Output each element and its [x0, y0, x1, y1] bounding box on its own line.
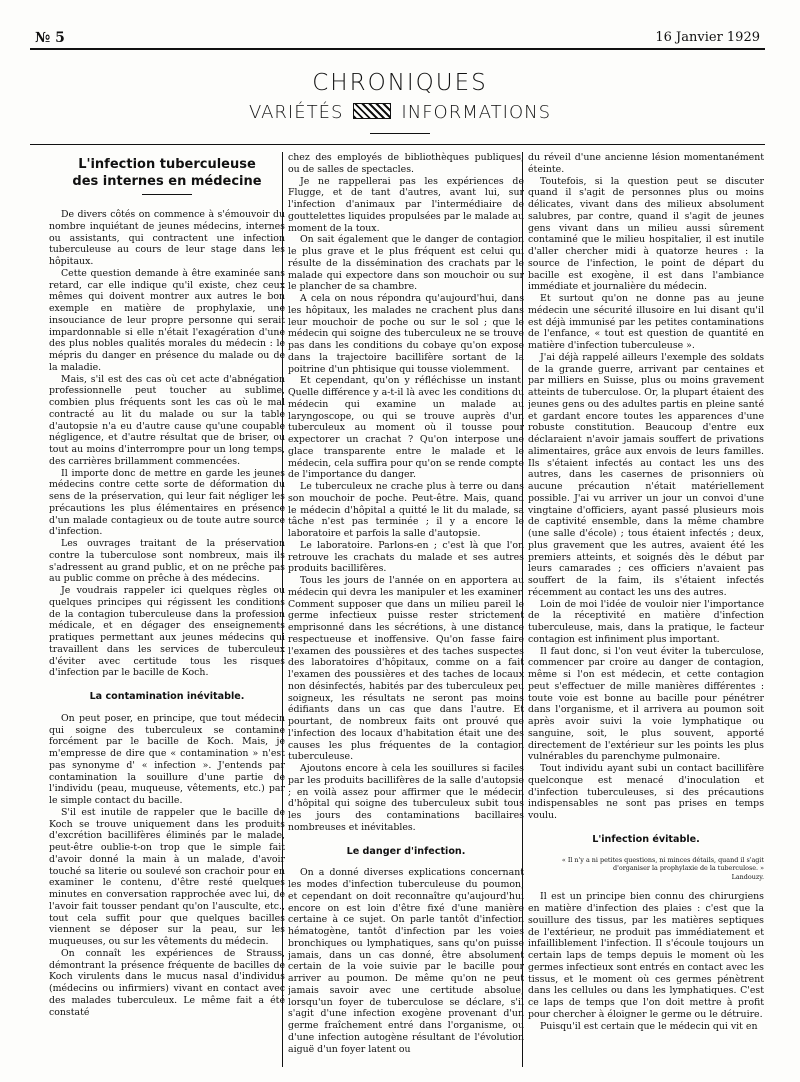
paragraph: A cela on nous répondra qu'aujourd'hui, dans les hôpitaux, les malades ne crachent plus dans leur mouchoir de poche ou sur le sol ; que le médecin qui soigne des tuberculeux ne se trouve pas dans les conditions du cobaye qu'on expose dans la trajectoire bacillifère sortant de la poitrine d'un phtisique qui tousse violemment. [288, 293, 524, 375]
subheading: Le danger d'infection. [346, 845, 466, 857]
article-title-line: des internes en médecine [72, 174, 262, 189]
column-2 [288, 152, 524, 1067]
paragraph: Et surtout qu'on ne donne pas au jeune médecin une sécurité illusoire en lui disant qu'il est déjà immunisé par les petites contaminations de l'enfance, « tout est question de quantité en matière d'infection tuberculeuse ». [528, 293, 764, 351]
paragraph: Il importe donc de mettre en garde les jeunes médecins contre cette sorte de déformation du sens de la préservation, qui leur fait négliger les précautions les plus élémentaires en présence d'un malade contagieux ou de toute autre source d'infection. [49, 467, 285, 538]
section-subtitle-left: VARIÉTÉS [248, 102, 344, 123]
paragraph: Le tuberculeux ne crache plus à terre ou dans son mouchoir de poche. Peut-être. Mais, quand le médecin d'hôpital a quitté le lit du malade, sa tâche n'est pas terminée ; il y a encore le laboratoire et parfois la salle d'autopsie. [288, 481, 524, 539]
paragraph: Cette question demande à être examinée sans retard, car elle indique qu'il existe, chez ceux mêmes qui doivent montrer aux autres le bon exemple en matière de prophylaxie, une insouciance de leur propre personne qui serait impardonnable si elle n'était l'exagération d'une des plus nobles qualités morales du médecin : le mépris du danger en présence du malade ou de la maladie. [49, 267, 285, 373]
paragraph: S'il est inutile de rappeler que le bacille de Koch se trouve uniquement dans les produits d'excrétion bacillifères éliminés par le malade, peut-être oublie-t-on trop que le simple fait d'avoir donné la main à un malade, d'avoir touché sa literie ou soulevé son crachoir pour en examiner le contenu, d'être resté quelques minutes en conversation rapprochée avec lui, de l'avoir fait tousser pendant qu'on l'ausculte, etc., tout cela suffit pour que quelques bacilles viennent se déposer sur la peau, sur les muqueuses, ou sur les vêtements du médecin. [49, 806, 285, 947]
paragraph: Tout individu ayant subi un contact bacillifère quelconque est menacé d'inoculation et d'infection tuberculeuses, si des précautions indispensables ne sont pas prises en temps voulu. [528, 763, 764, 821]
paragraph: Les ouvrages traitant de la préservation contre la tuberculose sont nombreux, mais ils s'adressent au grand public, et on ne prêche pas au public comme on prêche à des médecins. [49, 538, 285, 585]
paragraph: Le laboratoire. Parlons-en ; c'est là que l'on retrouve les crachats du malade et ses autres produits bacillifères. [288, 539, 524, 575]
section-title: CHRONIQUES [312, 70, 488, 96]
ornament-icon [353, 103, 391, 119]
paragraph: De divers côtés on commence à s'émouvoir du nombre inquiétant de jeunes médecins, internes ou assistants, qui contractent une infection tuberculeuse au cours de leur stage dans les hôpitaux. [49, 209, 285, 267]
top-rule [30, 48, 765, 50]
paragraph: du réveil d'une ancienne lésion momentanément éteinte. [528, 152, 764, 175]
title-divider [142, 194, 192, 195]
paragraph: chez des employés de bibliothèques publiques, ou de salles de spectacles. [288, 152, 524, 175]
paragraph: Il faut donc, si l'on veut éviter la tuberculose, commencer par croire au danger de contagion, même si l'on est médecin, et cette contagion peut s'effectuer de mille manières différentes : toute voie est bonne au bacille pour pénétrer dans l'organisme, et il arrivera au poumon soit après avoir suivi la voie lymphatique ou sanguine, soit, le plus souvent, apporté directement de l'extérieur sur les points les plus vulnérables du parenchyme pulmonaire. [528, 645, 764, 763]
paragraph: Loin de moi l'idée de vouloir nier l'importance de la réceptivité en matière d'infection tuberculeuse, mais, dans la pratique, le facteur contagion est infiniment plus important. [528, 598, 764, 645]
paragraph: Et cependant, qu'on y réfléchisse un instant. Quelle différence y a-t-il là avec les conditions du médecin qui examine un malade au laryngoscope, ou qui se trouve auprès d'un tuberculeux au moment où il tousse pour expectorer un crachat ? Qu'on interpose une glace transparente entre le malade et le médecin, cela suffira pour qu'on se rende compte de l'importance du danger. [288, 375, 524, 481]
paragraph: Puisqu'il est certain que le médecin qui vit en [540, 1020, 758, 1032]
column-1 [49, 152, 285, 1067]
paragraph: Je ne rappellerai pas les expériences de Flugge, et de tant d'autres, avant lui, sur l'infection d'animaux par l'intermédiaire de gouttelettes liquides propulsées par le malade au moment de la toux. [288, 175, 524, 234]
article-title-line: L'infection tuberculeuse [78, 157, 256, 172]
paragraph: On connaît les expériences de Strauss, démontrant la présence fréquente de bacilles de Koch virulents dans le mucus nasal d'individus (médecins ou infirmiers) vivant en contact avec des malades tuberculeux. Le même fait a été constaté [49, 947, 285, 1018]
column-3 [528, 152, 764, 1067]
paragraph: Je voudrais rappeler ici quelques règles ou quelques principes qui régissent les conditions de la contagion tuberculeuse dans la profession médicale, et en dégager des enseignements pratiques permettant aux jeunes médecins qui travaillent dans les services de tuberculeux d'éviter avec certitude tous les risques d'infection par le bacille de Koch. [49, 585, 285, 679]
header-divider [370, 133, 430, 134]
paragraph: Toutefois, si la question peut se discuter quand il s'agit de personnes plus ou moins délicates, vivant dans des milieux absolument salubres, par contre, quand il s'agit de jeunes gens vivant dans un milieu aussi sûrement contaminé que le milieu hospitalier, il est inutile d'aller chercher midi à quatorze heures : la source de l'infection, le point de départ du bacille est exogène, il est dans l'ambiance immédiate et journalière du médecin. [528, 175, 764, 293]
issue-date: 16 Janvier 1929 [655, 30, 760, 45]
paragraph: Il est un principe bien connu des chirurgiens en matière d'infection des plaies : c'est que la souillure des tissus, par les matières septiques de l'extérieur, ne produit pas immédiatement et infailliblement l'infection. Il s'écoule toujours un certain laps de temps depuis le moment où les germes infectieux sont entrés en contact avec les tissus, et le moment où ces germes pénètrent dans les cellules ou dans les lymphatiques. C'est ce laps de temps que l'on doit mettre à profit pour chercher à éloigner le germe ou le détruire. [528, 891, 764, 1020]
paragraph: Mais, s'il est des cas où cet acte d'abnégation professionnelle peut toucher au sublime, combien plus fréquents sont les cas où le mal contracté au lit du malade ou sur la table d'autopsie n'a eu d'autre cause qu'une coupable négligence, et d'autre résultat que de briser, ou tout au moins d'interrompre pour un long temps, des carrières brillamment commencées. [49, 373, 285, 467]
epigraph: « Il n'y a ni petites questions, ni minces détails, quand il s'agit d'organiser la prophylaxie de la tuberculose. » [561, 855, 764, 872]
subheading: La contamination inévitable. [89, 691, 245, 702]
paragraph: Ajoutons encore à cela les souillures si faciles par les produits bacillifères de la salle d'autopsie ; en voilà assez pour affirmer que le médecin d'hôpital qui soigne des tuberculeux subit tous les jours des contaminations bacillaires nombreuses et inévitables. [288, 763, 524, 833]
section-rule [30, 144, 765, 145]
section-subtitle [0, 102, 800, 123]
paragraph: J'ai déjà rappelé ailleurs l'exemple des soldats de la grande guerre, arrivant par centaines et par milliers en Suisse, plus ou moins gravement atteints de tuberculose. Or, la plupart étaient des jeunes gens ou des adultes partis en pleine santé et gardant encore toutes les apparences d'une robuste constitution. Beaucoup d'entre eux déclaraient n'avoir jamais souffert de privations alimentaires, grâce aux envois de leurs familles. Ils s'étaient infectés au contact les uns des autres, dans les casernes de prisonniers où aucune précaution n'était matériellement possible. J'ai vu arriver un jour un convoi d'une vingtaine d'officiers, ayant passé plusieurs mois de captivité ensemble, dans la même chambre (une salle d'école) ; tous étaient infectés ; deux, plus gravement que les autres, avaient été les premiers atteints, et soignés dès le début par leurs camarades ; ces officiers n'avaient pas souffert de la faim, ils s'étaient infectés récemment au contact les uns des autres. [528, 351, 764, 598]
issue-number: № 5 [35, 30, 65, 46]
article-title [49, 156, 285, 190]
paragraph: On a donné diverses explications concernant les modes d'infection tuberculeuse du poumon, et cependant on doit reconnaître qu'aujourd'hui encore on est loin d'être fixé d'une manière certaine à ce sujet. On parle tantôt d'infection hématogène, tantôt d'infection par les voies bronchiques ou lymphatiques, sans qu'on puisse jamais, dans un cas donné, être absolument certain de la voie suivie par le bacille pour arriver au poumon. De même qu'on ne peut jamais savoir avec une certitude absolue, lorsqu'un foyer de tuberculose se déclare, s'il s'agit d'une infection exogène provenant d'un germe fraîchement entré dans l'organisme, ou d'une infection autogène résultant de l'évolution aiguë d'un foyer latent ou [288, 867, 524, 1055]
paragraph: On peut poser, en principe, que tout médecin qui soigne des tuberculeux se contamine forcément par le bacille de Koch. Mais, je m'empresse de dire que « contamination » n'est pas synonyme d' « infection ». J'entends par contamination la souillure d'une partie de l'individu (peau, muqueuse, vêtements, etc.) par le simple contact du bacille. [49, 712, 285, 806]
epigraph-author: Landouzy. [731, 872, 764, 881]
paragraph: On sait également que le danger de contagion le plus grave et le plus fréquent est celui qui résulte de la dissémination des crachats par le malade qui expectore dans son mouchoir ou sur le plancher de sa chambre. [288, 234, 524, 293]
subheading: L'infection évitable. [592, 833, 700, 845]
section-subtitle-right: INFORMATIONS [401, 102, 552, 123]
paragraph: Tous les jours de l'année on en apportera au médecin qui devra les manipuler et les examiner. Comment supposer que dans un milieu pareil le germe infectieux puisse rester strictement emprisonné dans les sécrétions, à une distance respectueuse et inoffensive. Qu'on fasse faire l'examen des poussières et des taches suspectes des laboratoires d'hôpitaux, comme on a fait l'examen des poussières et des taches de locaux non désinfectés, habités par des tuberculeux peu soigneux, les résultats ne seront pas moins édifiants dans un cas que dans l'autre. Et pourtant, de nombreux faits ont prouvé que l'infection des locaux d'habitation était une des causes les plus fréquentes de la contagion tuberculeuse. [288, 575, 524, 763]
